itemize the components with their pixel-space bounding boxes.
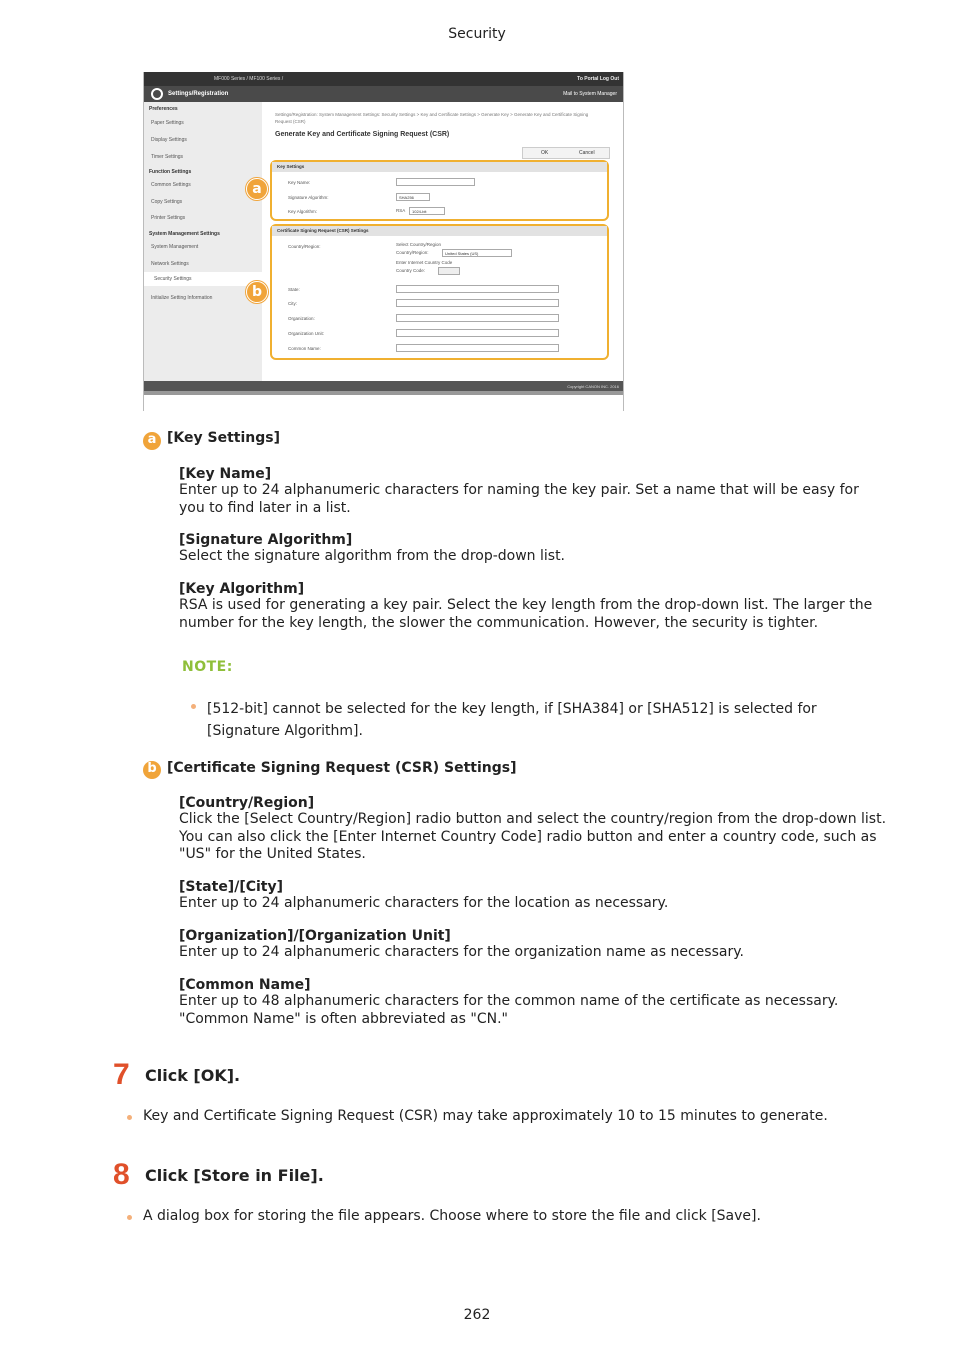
sidebar-item-common: Common Settings [151,182,191,188]
key-name-input [396,178,475,186]
city-label: City: [288,301,297,306]
sidebar-item-timer: Timer Settings [151,154,184,160]
mail-link: Mail to System Manager [563,91,617,97]
organization-input [396,314,559,322]
country-label: Country/Region: [396,250,429,255]
screenshot-sidebar [144,102,262,381]
ok-cancel-bar [522,147,610,159]
desc-country-region: Click the [Select Country/Region] radio button and select the country/region from the drop-down list. You can also click the [Enter Internet Country Code] radio button and enter a country code, such as "US" for the United States. [179,811,887,862]
key-algorithm-label: Key Algorithm: [288,209,318,214]
section-a-title: [Key Settings] [167,430,280,446]
note-label: NOTE: [182,659,233,675]
breadcrumb: Settings/Registration: System Management Settings: Security Settings > Key and Certificate Settings > Generate Key > Generate Key and Certificate Signing Request (CSR) [275,112,589,124]
screenshot-figure [143,72,624,411]
step-7-bullet-icon [127,1115,132,1120]
page-number: 262 [463,1307,491,1323]
term-state-city: [State]/[City] [179,879,284,895]
sidebar-function-settings: Function Settings [149,169,192,175]
organization-label: Organization: [288,316,315,321]
screenshot-titlebar [144,86,624,102]
rsa-label: RSA [396,208,406,213]
sidebar-item-network: Network Settings [151,261,189,267]
step-8-bullet-icon [127,1215,132,1220]
copyright: Copyright CANON INC. 2016 [567,384,619,389]
term-common-name: [Common Name] [179,977,311,993]
sidebar-item-paper: Paper Settings [151,120,184,126]
term-organization: [Organization]/[Organization Unit] [179,928,451,944]
desc-key-algorithm: RSA is used for generating a key pair. Select the key length from the drop-down list. The larger the number for the key length, the slower the communication. However, the security is tighter. [179,597,873,631]
sidebar-item-display: Display Settings [151,137,187,143]
step-8-number: 8 [113,1158,130,1191]
callout-b: b [246,281,268,303]
city-input [396,299,559,307]
term-key-name: [Key Name] [179,466,272,482]
section-a-badge: a [143,432,161,450]
screenshot-footer [144,381,624,391]
section-b-badge: b [143,761,161,779]
signature-algorithm-select: SHA256 [396,193,430,201]
country-code-label: Country Code: [396,268,426,273]
sidebar-item-system-management: System Management [151,244,199,250]
csr-settings-panel [270,224,609,360]
key-name-label: Key Name: [288,180,311,185]
country-select: United States (US) [442,249,512,257]
sidebar-system-management-settings: System Management Settings [149,231,220,237]
cancel-button: Cancel [579,150,595,156]
signature-algorithm-label: Signature Algorithm: [288,195,329,200]
step-7-bullet-text: Key and Certificate Signing Request (CSR) may take approximately 10 to 15 minutes to generate. [143,1108,828,1124]
note-bullet-icon [191,704,196,709]
step-7-number: 7 [113,1058,130,1091]
common-name-label: Common Name: [288,346,321,351]
ok-button: OK [541,150,549,156]
portal-logout-links: To Portal Log Out [577,76,619,82]
section-b-title: [Certificate Signing Request (CSR) Settings] [167,760,517,776]
key-length-select: 1024-bit [409,207,445,215]
desc-signature-algorithm: Select the signature algorithm from the drop-down list. [179,548,566,564]
csr-settings-heading: Certificate Signing Request (CSR) Settings [272,226,607,236]
enter-code-radio: Enter Internet Country Code [396,260,453,265]
step-8-title: Click [Store in File]. [145,1166,324,1185]
desc-organization: Enter up to 24 alphanumeric characters for the organization name as necessary. [179,944,744,960]
note-text: [512-bit] cannot be selected for the key length, if [SHA384] or [SHA512] is selected for [Signature Algorithm]. [207,701,817,739]
gear-icon [151,88,163,100]
desc-key-name: Enter up to 24 alphanumeric characters for naming the key pair. Set a name that will be easy for you to find later in a list. [179,482,859,516]
sidebar-item-printer: Printer Settings [151,215,186,221]
select-country-radio: Select Country/Region [396,242,442,247]
step-8-bullet-text: A dialog box for storing the file appears. Choose where to store the file and click [Save]. [143,1208,761,1224]
step-7-title: Click [OK]. [145,1066,241,1085]
sidebar-item-security: Security Settings [144,272,262,286]
key-settings-heading: Key Settings [272,162,607,172]
screenshot-main [262,102,624,381]
term-key-algorithm: [Key Algorithm] [179,581,305,597]
common-name-input [396,344,559,352]
sidebar-preferences: Preferences [149,106,178,112]
screenshot-topbar [144,72,624,86]
country-code-input [438,267,460,275]
state-label: State: [288,287,300,292]
sidebar-item-initialize: Initialize Setting Information [151,295,213,301]
screenshot-title: Settings/Registration [168,91,229,97]
state-input [396,285,559,293]
organization-unit-label: Organization Unit: [288,331,325,336]
callout-a: a [246,178,268,200]
sidebar-item-copy: Copy Settings [151,199,183,205]
desc-common-name: Enter up to 48 alphanumeric characters for the common name of the certificate as necessary. "Common Name" is often abbreviated as "CN." [179,993,839,1027]
organization-unit-input [396,329,559,337]
term-country-region: [Country/Region] [179,795,315,811]
country-region-label: Country/Region: [288,244,321,249]
term-signature-algorithm: [Signature Algorithm] [179,532,353,548]
model-name: MF000 Series / MF100 Series / [214,76,284,82]
page-header: Security [448,26,506,42]
screenshot-scrollbar [144,391,624,395]
key-settings-box [270,160,609,221]
screenshot-page-title: Generate Key and Certificate Signing Request (CSR) [275,131,450,138]
desc-state-city: Enter up to 24 alphanumeric characters for the location as necessary. [179,895,669,911]
